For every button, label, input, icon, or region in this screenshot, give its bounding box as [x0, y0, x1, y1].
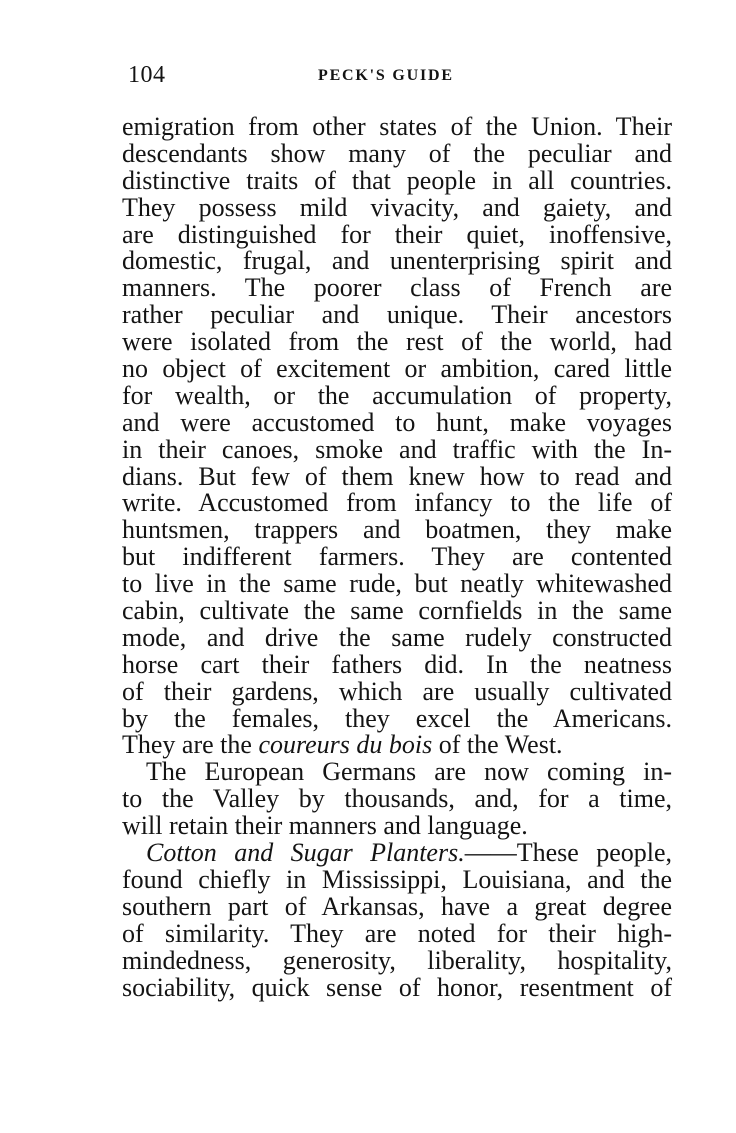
italic-phrase: coureurs du bois: [258, 730, 433, 760]
text-line: sociability, quick sense of honor, resentment of: [122, 972, 672, 1002]
text-line: descendants show many of the peculiar and: [122, 138, 672, 168]
text-line: of similarity. They are noted for their high-: [122, 918, 672, 948]
text-line: write. Accustomed from infancy to the life of: [122, 488, 672, 518]
text-line: horse cart their fathers did. In the neatness: [122, 649, 672, 679]
text-line: dians. But few of them knew how to read and: [122, 461, 672, 491]
text-line: emigration from other states of the Union. Their: [122, 112, 672, 141]
text-line: southern part of Arkansas, have a great degree: [122, 891, 672, 921]
text-line: and were accustomed to hunt, make voyages: [122, 407, 672, 437]
text-line: were isolated from the rest of the world, had: [122, 327, 672, 357]
text-line: in their canoes, smoke and traffic with the In-: [122, 434, 672, 464]
text-line: will retain their manners and language.: [122, 811, 528, 841]
section-heading: Cotton and Sugar Planters.: [146, 838, 465, 868]
text-line: cabin, cultivate the same cornfields in the same: [122, 596, 672, 626]
text-line: rather peculiar and unique. Their ancestors: [122, 300, 672, 330]
text-line: [122, 732, 672, 759]
running-head: PECK'S GUIDE: [318, 67, 454, 84]
text-line: The European Germans are now coming in-: [146, 757, 672, 787]
text-line: found chiefly in Mississippi, Louisiana, and the: [122, 864, 672, 894]
page-header: [128, 62, 668, 92]
text-line: to live in the same rude, but neatly whitewashed: [122, 569, 672, 599]
text-run: They are the: [122, 730, 259, 760]
text-line: by the females, they excel the Americans.: [122, 703, 672, 733]
text-line: for wealth, or the accumulation of property,: [122, 380, 672, 410]
text-line: domestic, frugal, and unenterprising spirit and: [122, 246, 672, 276]
text-line: manners. The poorer class of French are: [122, 273, 672, 303]
text-line: are distinguished for their quiet, inoffensive,: [122, 219, 672, 249]
text-line: They possess mild vivacity, and gaiety, and: [122, 192, 672, 222]
text-line: mode, and drive the same rudely constructed: [122, 622, 672, 652]
text-line: to the Valley by thousands, and, for a time,: [122, 784, 672, 814]
text-line: no object of excitement or ambition, cared little: [122, 354, 672, 384]
text-line: but indifferent farmers. They are contented: [122, 542, 672, 572]
text-line: of their gardens, which are usually cultivated: [122, 676, 672, 706]
text-line: distinctive traits of that people in all countries.: [122, 165, 672, 195]
text-line: huntsmen, trappers and boatmen, they make: [122, 515, 672, 545]
text-line: mindedness, generosity, liberality, hospitality,: [122, 945, 672, 975]
text-line: [122, 840, 672, 867]
text-run: ——These people,: [464, 838, 673, 868]
page-number: 104: [128, 62, 166, 88]
body-text: [122, 114, 672, 1001]
text-run: of the West.: [432, 730, 563, 760]
